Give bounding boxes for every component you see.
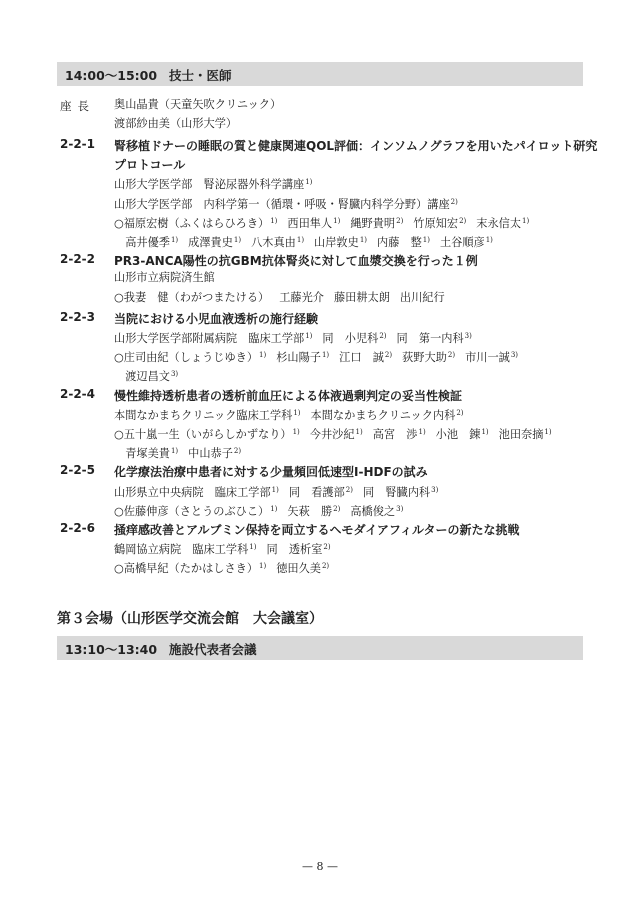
affiliation-marker: 3)	[170, 370, 179, 379]
name-entry	[114, 217, 277, 230]
affiliation-marker: 2)	[450, 197, 458, 206]
name-entry	[287, 217, 340, 230]
section-title: 第３会場（山形医学交流会館 大会議室）	[57, 611, 323, 627]
name-entry	[279, 291, 324, 304]
affiliation-marker: 1)	[293, 408, 301, 417]
entry-text: 八木真由	[251, 236, 296, 249]
name-entry	[114, 332, 312, 345]
author-line	[114, 291, 455, 305]
name-entry	[440, 236, 493, 249]
name-entry	[465, 351, 518, 364]
talk-number: 2-2-3	[60, 309, 96, 324]
talk-number: 2-2-1	[60, 137, 96, 151]
affiliation-line	[114, 483, 448, 500]
entry-text: 本間なかまちクリニック臨床工学科	[114, 408, 293, 422]
entry-text: 山形大学医学部 腎泌尿器外科学講座	[114, 178, 305, 192]
name-entry	[114, 428, 300, 441]
chair-label: 座長	[60, 99, 95, 113]
talk-number: 2-2-2	[60, 252, 96, 267]
entry-text: 竹原知宏	[413, 216, 459, 230]
entry-text: 同 透析室	[266, 543, 323, 557]
name-entry	[402, 351, 455, 364]
name-entry	[287, 505, 340, 518]
affiliation-marker: 1)	[305, 178, 313, 187]
name-entry	[363, 486, 438, 499]
talk-title: 当院における小児血液透析の施行経験	[114, 311, 319, 326]
session-label: 施設代表者会議	[169, 642, 257, 657]
name-entry	[314, 236, 367, 249]
affiliation-marker: 1)	[259, 562, 267, 571]
name-entry	[114, 198, 458, 211]
talk-title: 掻痒感改善とアルブミン保持を両立するヘモダイアフィルターの新たな挑戦	[114, 523, 520, 537]
name-entry	[251, 236, 304, 249]
author-line	[114, 214, 539, 231]
affiliation-line	[114, 540, 341, 557]
entry-text: 山形大学医学部 内科学第一（循環・呼吸・腎臓内科学分野）講座	[114, 197, 450, 211]
entry-text: 高宮 渉	[372, 428, 418, 441]
author-line	[114, 367, 188, 384]
entry-text: 同 第一内科	[396, 332, 464, 345]
entry-text: ○庄司由紀（しょうじゆき）	[114, 351, 259, 365]
session-header-bar	[57, 62, 583, 86]
name-entry	[188, 447, 241, 460]
affiliation-marker: 2)	[456, 408, 464, 417]
affiliation-line	[114, 195, 468, 212]
affiliation-marker: 1)	[170, 447, 179, 456]
entry-text: 同 小児科	[322, 332, 379, 345]
entry-text: 徳田久美	[276, 562, 321, 576]
entry-text: 荻野大助	[402, 351, 447, 365]
affiliation-marker: 2)	[447, 351, 456, 360]
entry-text: 渡辺昌文	[114, 370, 170, 384]
entry-text: 小池 錬	[435, 428, 481, 441]
name-entry	[373, 428, 426, 441]
name-entry	[289, 486, 353, 499]
affiliation-marker: 3)	[464, 332, 472, 340]
chair-name: 渡部紗由美（山形大学）	[114, 117, 238, 130]
name-entry	[397, 332, 472, 345]
entry-text: 同 看護部	[288, 485, 345, 499]
name-entry	[114, 543, 256, 556]
affiliation-marker: 1)	[233, 236, 242, 244]
name-entry	[114, 447, 178, 460]
entry-text: 内藤 整	[377, 236, 422, 249]
talk-number: 2-2-6	[60, 521, 96, 535]
entry-text: 末永信太	[476, 216, 522, 230]
affiliation-marker: 1)	[296, 236, 305, 244]
affiliation-marker: 3)	[510, 351, 519, 360]
author-line	[114, 233, 503, 250]
talk-title: 慢性維持透析患者の透析前血圧による体液過剰判定の妥当性検証	[114, 388, 463, 403]
name-entry	[114, 271, 215, 284]
entry-text: 縄野貴明	[350, 216, 396, 230]
affiliation-marker: 1)	[270, 504, 278, 513]
affiliation-marker: 1)	[481, 428, 489, 436]
chair-name: 奥山晶貴（天童矢吹クリニック）	[114, 98, 282, 111]
name-entry	[114, 291, 269, 304]
affiliation-marker: 1)	[359, 236, 367, 244]
entry-text: 高井優季	[114, 236, 170, 249]
entry-text: 市川一誠	[465, 351, 510, 365]
entry-text: 成澤貴史	[188, 236, 233, 249]
talk-number: 2-2-5	[60, 463, 96, 478]
affiliation-line	[114, 406, 474, 423]
name-entry	[114, 178, 312, 191]
entry-text: 青塚美貴	[114, 447, 170, 461]
entry-text: 出川紀行	[399, 290, 445, 304]
entry-text: ○高橋早紀（たかはしさき）	[114, 562, 259, 576]
entry-text: 中山恭子	[188, 447, 233, 461]
affiliation-marker: 1)	[292, 428, 300, 436]
author-line	[114, 444, 251, 461]
affiliation-marker: 2)	[379, 332, 387, 340]
talk-title: プロトコール	[114, 158, 186, 173]
author-line	[114, 559, 339, 576]
entry-text: 本間なかまちクリニック内科	[310, 408, 456, 422]
name-entry	[311, 409, 464, 422]
talk-number: 2-2-4	[60, 386, 96, 401]
affiliation-marker: 1)	[422, 236, 430, 244]
entry-text: ○我妻 健（わがつまたける）	[114, 290, 270, 304]
entry-text: 山形大学医学部附属病院 臨床工学部	[114, 332, 305, 345]
name-entry	[188, 236, 241, 249]
affiliation-marker: 3)	[431, 485, 439, 494]
author-line	[114, 502, 413, 519]
affiliation-marker: 1)	[249, 543, 257, 552]
affiliation-line	[114, 329, 482, 346]
name-entry	[334, 291, 390, 304]
author-line	[114, 425, 562, 442]
affiliation-line	[114, 271, 225, 285]
name-entry	[377, 236, 430, 249]
affiliation-marker: 3)	[396, 504, 404, 513]
entry-text: 同 腎臓内科	[362, 485, 431, 499]
name-entry	[322, 332, 386, 345]
page-number: — 8 —	[302, 860, 338, 873]
entry-text: 江口 誠	[339, 351, 384, 365]
entry-text: 山岸敦史	[314, 236, 359, 249]
session-time: 13:10〜13:40	[65, 642, 158, 657]
affiliation-marker: 1)	[355, 428, 363, 436]
affiliation-marker: 1)	[259, 351, 267, 360]
affiliation-marker: 1)	[305, 332, 313, 340]
name-entry	[436, 428, 489, 441]
name-entry	[114, 351, 266, 364]
entry-text: 杉山陽子	[276, 351, 321, 365]
affiliation-marker: 2)	[345, 485, 353, 494]
session-header-bar	[57, 636, 583, 660]
talk-title: 化学療法治療中患者に対する少量頻回低速型I-HDFの試み	[114, 465, 428, 480]
name-entry	[266, 543, 330, 556]
name-entry	[276, 562, 329, 575]
affiliation-marker: 1)	[418, 428, 426, 436]
entry-text: 土谷順彦	[439, 236, 485, 249]
entry-text: 工藤光介	[279, 290, 324, 304]
affiliation-marker: 1)	[544, 428, 552, 436]
name-entry	[114, 409, 301, 422]
entry-text: 鶴岡協立病院 臨床工学科	[114, 543, 249, 557]
entry-text: 高橋俊之	[350, 504, 396, 518]
affiliation-marker: 2)	[333, 504, 341, 513]
affiliation-marker: 2)	[396, 216, 404, 225]
affiliation-marker: 1)	[270, 216, 278, 225]
name-entry	[114, 562, 266, 575]
session-time: 14:00〜15:00	[65, 68, 158, 83]
name-entry	[413, 217, 466, 230]
name-entry	[114, 505, 277, 518]
entry-text: ○五十嵐一生（いがらしかずなり）	[114, 428, 292, 441]
entry-text: ○佐藤伸彦（さとうのぶひこ）	[114, 504, 270, 518]
name-entry	[276, 351, 329, 364]
author-line	[114, 348, 528, 365]
affiliation-marker: 1)	[321, 351, 330, 360]
entry-text: 藤田耕太朗	[333, 290, 390, 304]
affiliation-marker: 1)	[522, 216, 530, 225]
name-entry	[350, 505, 403, 518]
affiliation-marker: 1)	[271, 485, 279, 494]
name-entry	[476, 217, 529, 230]
entry-text: 西田隼人	[287, 216, 333, 230]
name-entry	[310, 428, 363, 441]
name-entry	[400, 291, 445, 304]
affiliation-marker: 2)	[459, 216, 467, 225]
talk-title: 腎移植ドナーの睡眠の質と健康関連QOL評価：インソムノグラフを用いたパイロット研究	[114, 139, 598, 153]
affiliation-line	[114, 175, 322, 192]
name-entry	[350, 217, 403, 230]
entry-text: 今井沙紀	[309, 428, 355, 441]
entry-text: 矢萩 勝	[287, 504, 333, 518]
affiliation-marker: 1)	[170, 236, 179, 244]
affiliation-marker: 1)	[333, 216, 341, 225]
affiliation-marker: 2)	[233, 447, 242, 456]
entry-text: ○福原宏樹（ふくはらひろき）	[114, 216, 270, 230]
name-entry	[339, 351, 392, 364]
session-label: 技士・医師	[169, 68, 232, 83]
name-entry	[114, 236, 178, 249]
talk-title: PR3-ANCA陽性の抗GBM抗体腎炎に対して血漿交換を行った１例	[114, 254, 478, 269]
entry-text: 池田奈摘	[498, 428, 544, 441]
name-entry	[499, 428, 552, 441]
affiliation-marker: 2)	[323, 543, 331, 552]
name-entry	[114, 370, 178, 383]
entry-text: 山形県立中央病院 臨床工学部	[114, 485, 271, 499]
name-entry	[114, 486, 279, 499]
entry-text: 山形市立病院済生館	[114, 271, 215, 285]
affiliation-marker: 1)	[485, 236, 493, 244]
affiliation-marker: 2)	[321, 562, 330, 571]
affiliation-marker: 2)	[384, 351, 393, 360]
